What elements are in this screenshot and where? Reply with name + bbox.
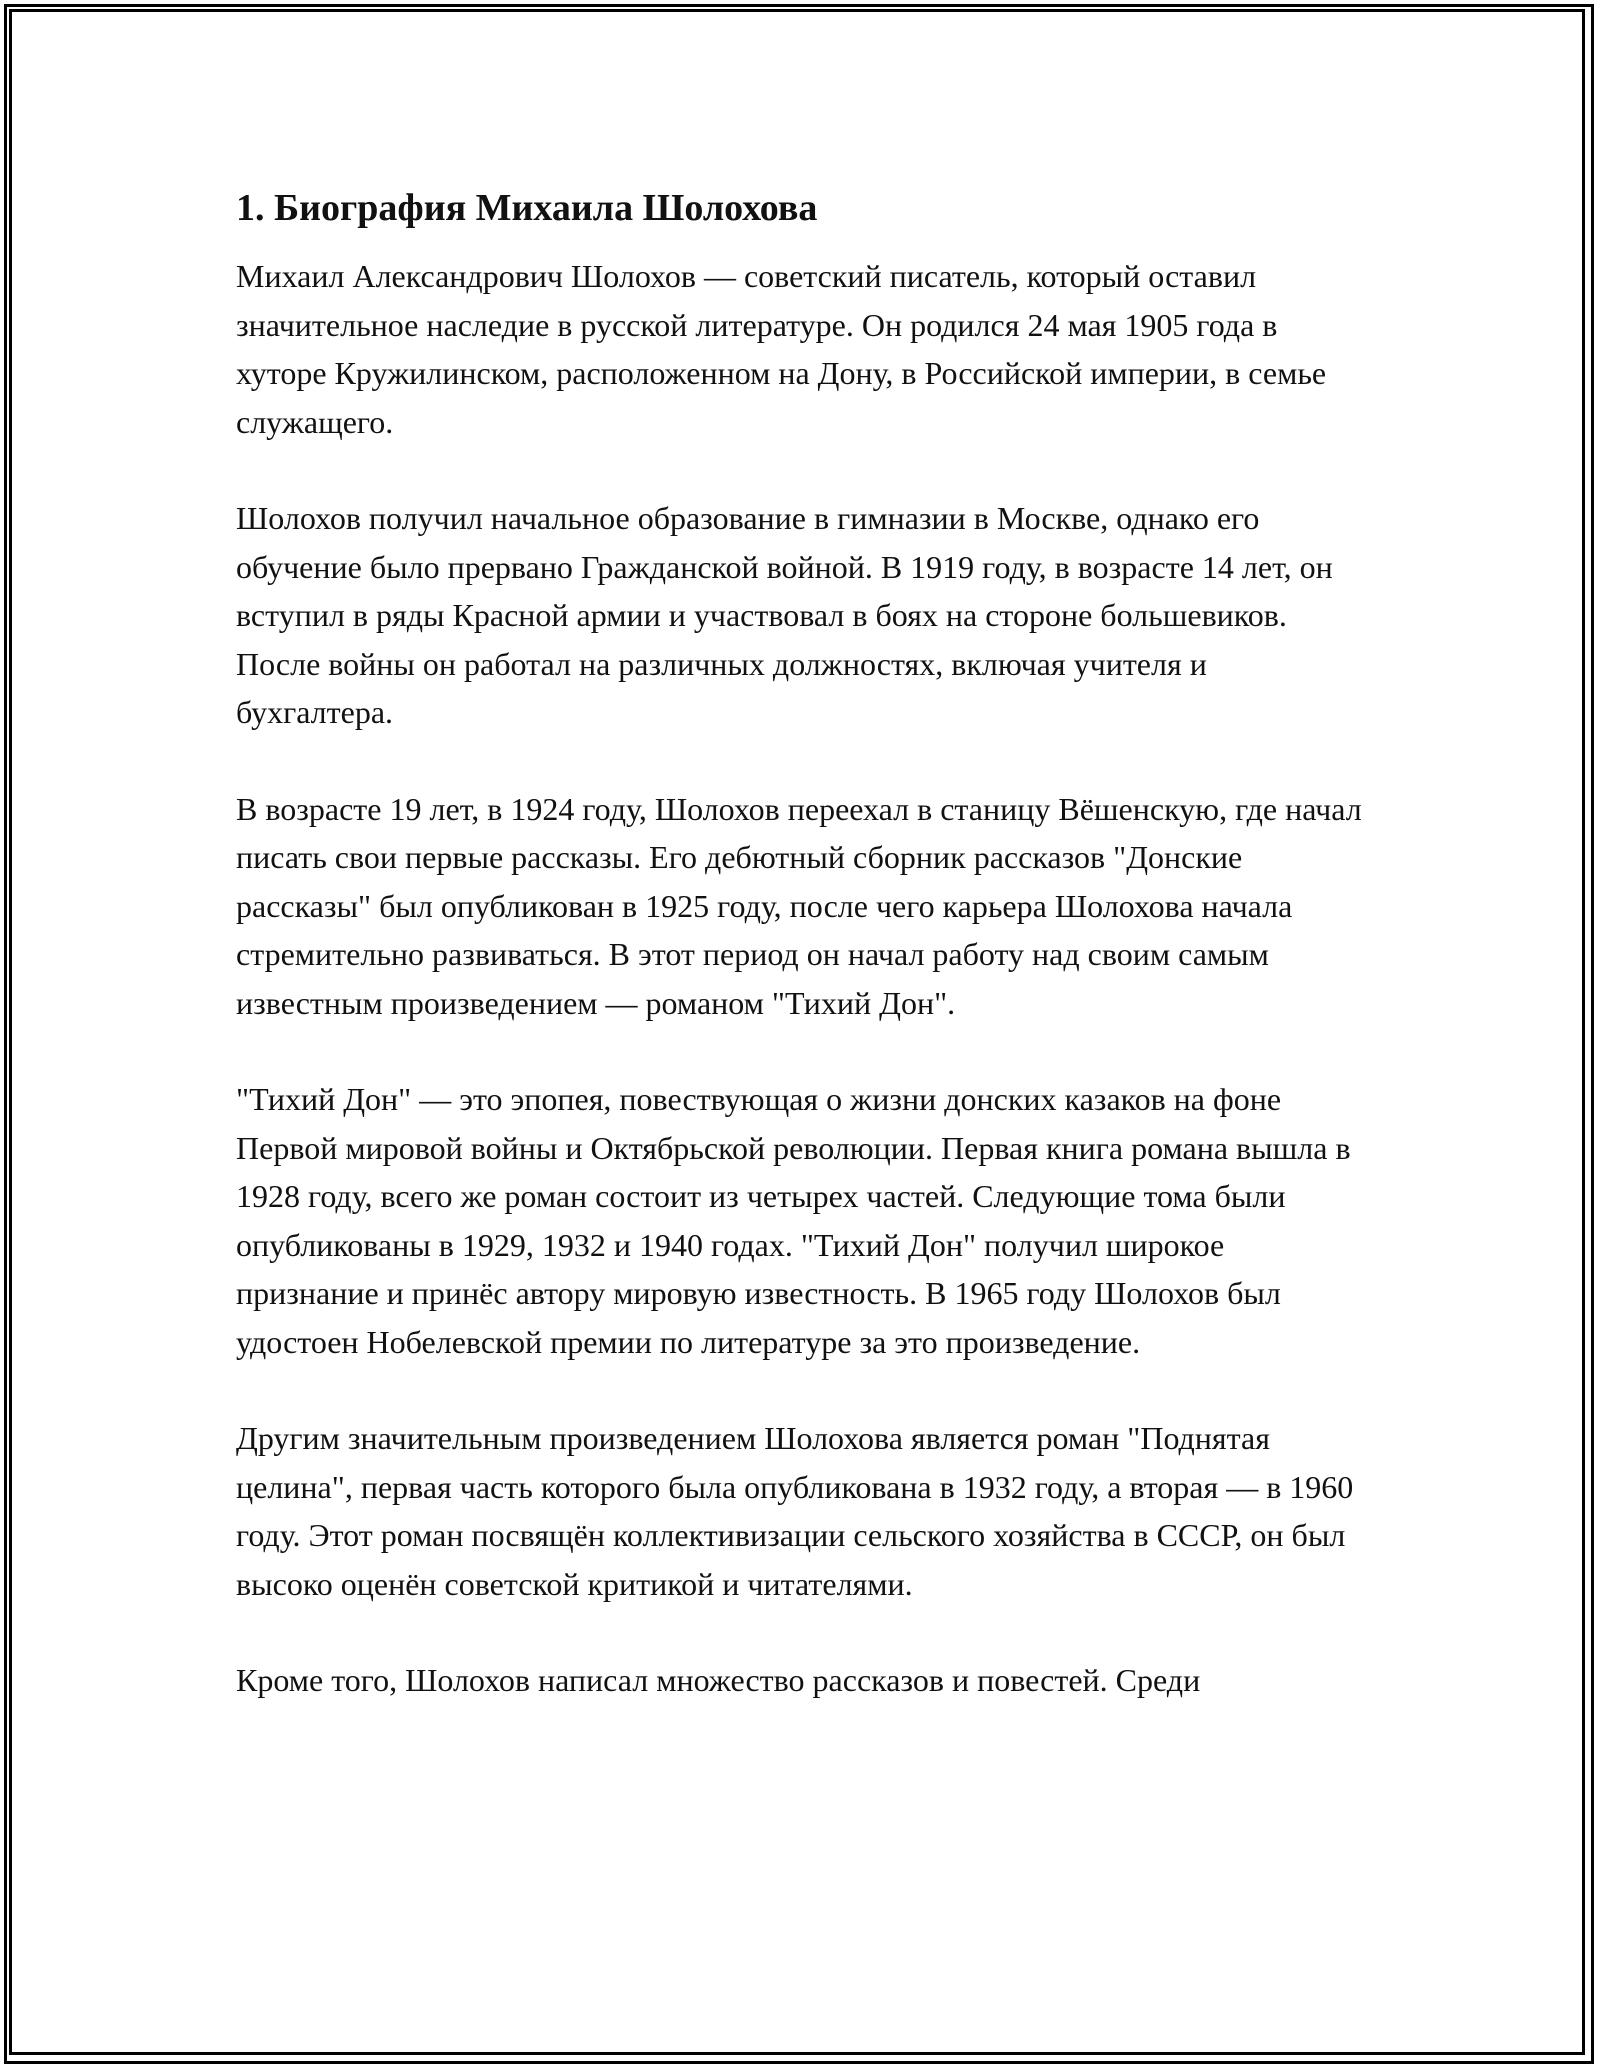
paragraph-virgin-soil: Другим значительным произведением Шолохова является роман "Поднятая целина", первая часть которого была опубликована в 1932 году, а вторая — в 1960 году. Этот роман посвящён коллективизации сельского хозяйства в СССР, он был высоко оценён советской критикой и читателями. — [236, 1420, 1354, 1602]
paragraph-birth: Михаил Александрович Шолохов — советский писатель, который оставил значительное наследие в русской литературе. Он родился 24 мая 1905 года в хуторе Кружилинском, расположенном на Дону, в Российской империи, в семье служащего. — [236, 258, 1327, 440]
document-body — [236, 184, 1366, 1705]
paragraph-early-career: В возрасте 19 лет, в 1924 году, Шолохов переехал в станицу Вёшенскую, где начал писать свои первые рассказы. Его дебютный сборник рассказов "Донские рассказы" был опубликован в 1925 году, после чего карьера Шолохова начала стремительно развиваться. В этот период он начал работу над своим самым известным произведением — романом "Тихий Дон". — [236, 790, 1362, 1021]
paragraph-education: Шолохов получил начальное образование в гимназии в Москве, однако его обучение было прервано Гражданской войной. В 1919 году, в возрасте 14 лет, он вступил в ряды Красной армии и участвовал в боях на стороне большевиков. После войны он работал на различных должностях, включая учителя и бухгалтера. — [236, 500, 1333, 730]
paragraph-other-works: Кроме того, Шолохов написал множество рассказов и повестей. Среди — [236, 1662, 1201, 1698]
section-heading: 1. Биография Михаила Шолохова — [236, 187, 818, 229]
paragraph-quiet-don: "Тихий Дон" — это эпопея, повествующая о жизни донских казаков на фоне Первой мировой войны и Октябрьской революции. Первая книга романа вышла в 1928 году, всего же роман состоит из четырех частей. Следующие тома были опубликованы в 1929, 1932 и 1940 годах. "Тихий Дон" получил широкое признание и принёс автору мировую известность. В 1965 году Шолохов был удостоен Нобелевской премии по литературе за это произведение. — [236, 1081, 1351, 1360]
